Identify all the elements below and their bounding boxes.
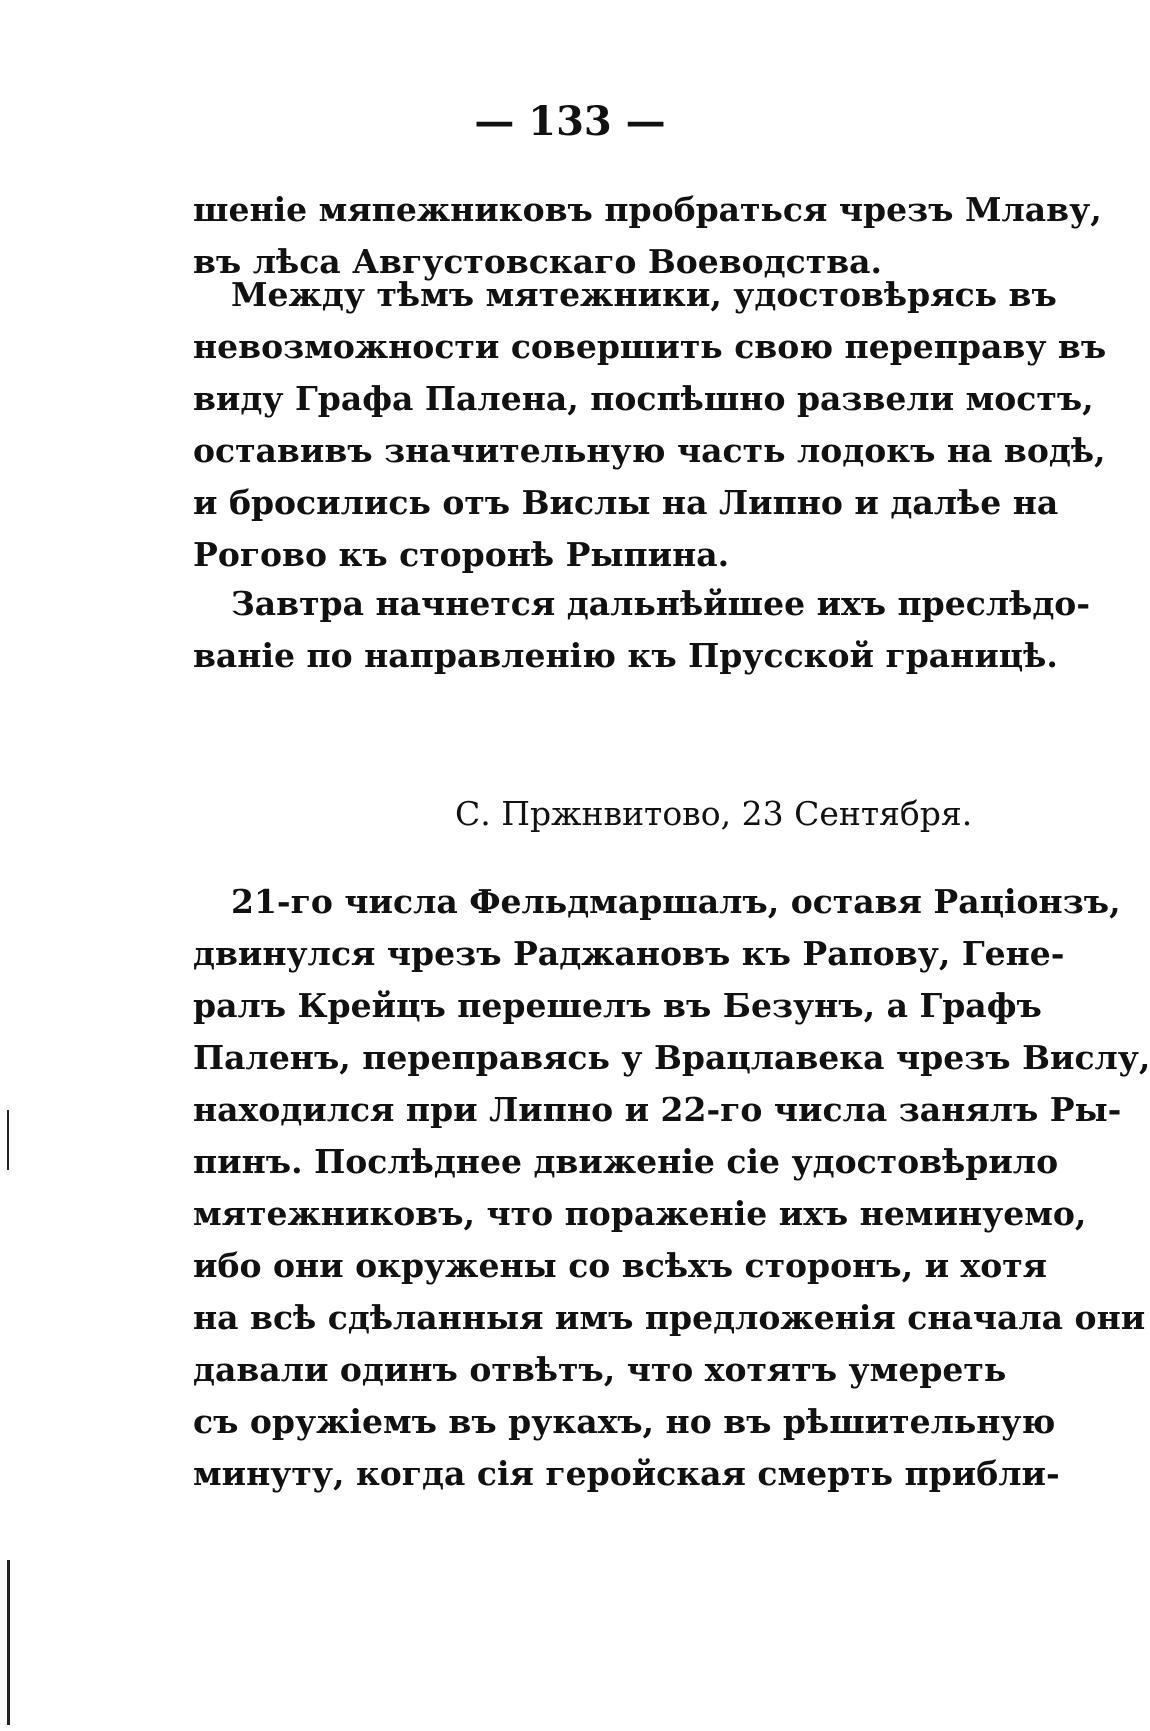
scan-edge-mark (7, 1110, 9, 1170)
text-line: ибо они окружены со всѣхъ сторонъ, и хотя (193, 1246, 1048, 1285)
text-line: на всѣ сдѣланныя имъ предложенія сначала они (193, 1298, 1146, 1337)
scan-edge-mark (7, 1560, 10, 1725)
paragraph-pursuit (193, 578, 1091, 682)
paragraph-field-marshal (193, 876, 1150, 1500)
text-line: ваніе по направленію къ Прусской границѣ. (193, 636, 1058, 675)
text-line: Паленъ, переправясь у Врацлавека чрезъ Вислу, (193, 1038, 1150, 1077)
text-line: пинъ. Послѣднее движеніе сіе удостовѣрило (193, 1142, 1059, 1181)
text-line: виду Графа Палена, поспѣшно развели мостъ, (193, 379, 1094, 418)
text-line: Между тѣмъ мятежники, удостовѣрясь въ (231, 275, 1057, 314)
text-line: Рогово къ сторонѣ Рыпина. (193, 535, 730, 574)
text-line: находился при Липно и 22-го числа занялъ Ры- (193, 1090, 1122, 1129)
text-line: невозможности совершить свою переправу въ (193, 327, 1107, 366)
text-line: съ оружіемъ въ рукахъ, но въ рѣшительную (193, 1402, 1056, 1441)
text-line: шеніе мяпежниковъ пробраться чрезъ Млаву, (193, 190, 1102, 229)
page-number: — 133 — (474, 98, 666, 145)
text-line: ралъ Крейцъ перешелъ въ Безунъ, а Графъ (193, 986, 1042, 1025)
dateline: С. Пржнвитово, 23 Сентября. (455, 794, 973, 833)
text-line: и бросились отъ Вислы на Липно и далѣе на (193, 483, 1059, 522)
text-line: минуту, когда сія геройская смерть прибли- (193, 1454, 1060, 1493)
text-line: давали одинъ отвѣтъ, что хотятъ умереть (193, 1350, 1007, 1389)
text-line: мятежниковъ, что пораженіе ихъ неминуемо, (193, 1194, 1087, 1233)
text-line: 21-го числа Фельдмаршалъ, оставя Раціонзъ, (231, 882, 1121, 921)
paragraph-mutineers-retreat (193, 269, 1107, 581)
text-line: въ лѣса Августовскаго Воеводства. (193, 242, 883, 281)
text-line: Завтра начнется дальнѣйшее ихъ преслѣдо- (231, 584, 1091, 623)
text-line: двинулся чрезъ Раджановъ къ Рапову, Гене- (193, 934, 1065, 973)
text-line: оставивъ значительную часть лодокъ на водѣ, (193, 431, 1106, 470)
